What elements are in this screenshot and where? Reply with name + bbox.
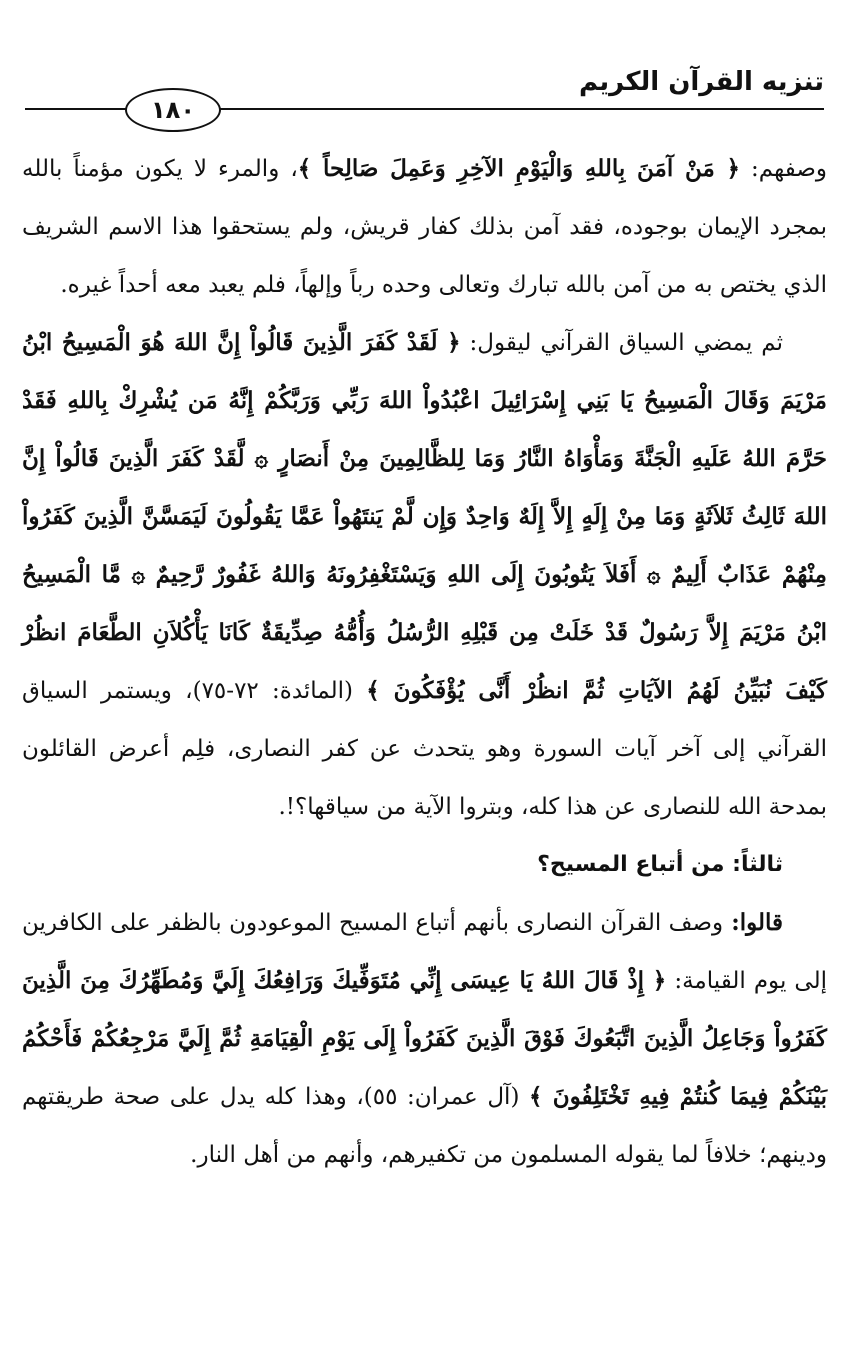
- text: (المائدة: ٧٢-٧٥)، ويستمر السياق القرآني إلى آخر آيات السورة وهو يتحدث عن كفر النصارى، فلِم أعرض القائلون بمدحة الله للنصارى عن هذا كله، وبتروا الآية من سياقها؟!.: [22, 678, 827, 820]
- lead-word: قالوا:: [723, 909, 784, 936]
- paragraph-1: [22, 140, 827, 314]
- running-title: تنزيه القرآن الكريم: [579, 67, 824, 97]
- quran-verse: ﴿ لَقَدْ كَفَرَ الَّذِينَ قَالُواْ إِنَّ اللهَ هُوَ الْمَسِيحُ ابْنُ مَرْيَمَ وَقَالَ الْمَسِيحُ يَا بَنِي إِسْرَائِيلَ اعْبُدُواْ اللهَ رَبِّي وَرَبَّكُمْ إِنَّهُ مَن يُشْرِكْ بِاللهِ فَقَدْ حَرَّمَ اللهُ عَلَيهِ الْجَنَّةَ وَمَأْوَاهُ النَّارُ وَمَا لِلظَّالِمِينَ مِنْ أَنصَارٍ ۞ لَّقَدْ كَفَرَ الَّذِينَ قَالُواْ إِنَّ اللهَ ثَالِثُ ثَلاَثَةٍ وَمَا مِنْ إِلَهٍ إِلاَّ إِلَهٌ وَاحِدٌ وَإِن لَّمْ يَنتَهُواْ عَمَّا يَقُولُونَ لَيَمَسَّنَّ الَّذِينَ كَفَرُواْ مِنْهُمْ عَذَابٌ أَلِيمٌ ۞ أَفَلاَ يَتُوبُونَ إِلَى اللهِ وَيَسْتَغْفِرُونَهُ وَاللهُ غَفُورٌ رَّحِيمٌ ۞ مَّا الْمَسِيحُ ابْنُ مَرْيَمَ إِلاَّ رَسُولٌ قَدْ خَلَتْ مِن قَبْلِهِ الرُّسُلُ وَأُمُّهُ صِدِّيقَةٌ كَانَا يَأْكُلاَنِ الطَّعَامَ انظُرْ كَيْفَ نُبَيِّنُ لَهُمُ الآيَاتِ ثُمَّ انظُرْ أَنَّى يُؤْفَكُونَ ﴾: [22, 329, 828, 704]
- text: وصف القرآن النصارى بأنهم أتباع المسيح الموعودون بالظفر على الكافرين إلى يوم القيامة:: [22, 910, 828, 994]
- paragraph-3: [22, 894, 827, 1184]
- quran-verse: ﴿ إِذْ قَالَ اللهُ يَا عِيسَى إِنِّي مُتَوَفِّيكَ وَرَافِعُكَ إِلَيَّ وَمُطَهِّرُكَ مِنَ الَّذِينَ كَفَرُواْ وَجَاعِلُ الَّذِينَ اتَّبَعُوكَ فَوْقَ الَّذِينَ كَفَرُواْ إِلَى يَوْمِ الْقِيَامَةِ ثُمَّ إِلَيَّ مَرْجِعُكُمْ فَأَحْكُمُ بَيْنَكُمْ فِيمَا كُنتُمْ فِيهِ تَخْتَلِفُونَ ﴾: [22, 967, 827, 1110]
- text: ، والمرء لا يكون مؤمناً بالله بمجرد الإيمان بوجوده، فقد آمن بذلك كفار قريش، ولم يستحقوا هذا الاسم الشريف الذي يختص به من آمن بالله تبارك وتعالى وحده رباً وإلهاً، فلم يعبد معه أحداً غيره.: [22, 156, 827, 298]
- quran-verse: ﴿ مَنْ آمَنَ بِاللهِ وَالْيَوْمِ الآخِرِ وَعَمِلَ صَالِحاً ﴾: [297, 155, 740, 182]
- text: ثم يمضي السياق القرآني ليقول:: [460, 330, 783, 356]
- text: وصفهم:: [740, 156, 827, 182]
- text: (آل عمران: ٥٥)، وهذا كله يدل على صحة طريقتهم ودينهم؛ خلافاً لما يقوله المسلمون من تكفيرهم، وأنهم من أهل النار.: [22, 1084, 827, 1168]
- paragraph-2: [22, 314, 827, 836]
- page-body: [22, 140, 827, 1184]
- section-heading: ثالثاً: من أتباع المسيح؟: [537, 852, 783, 877]
- page-number-badge: ١٨٠: [125, 88, 221, 132]
- page-header: [25, 58, 824, 138]
